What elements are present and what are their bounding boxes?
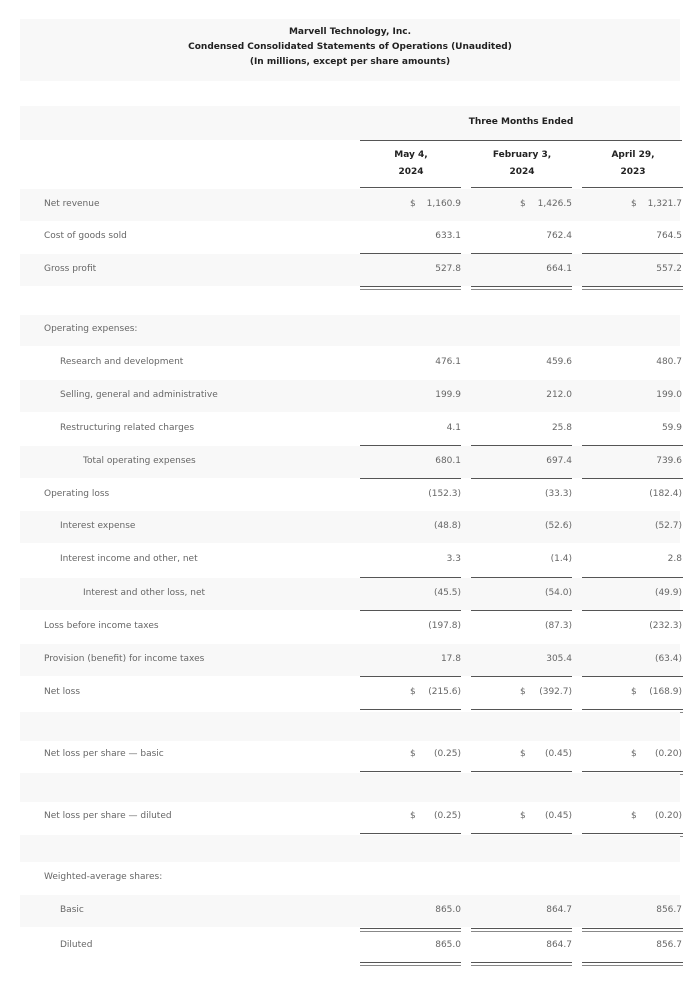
value-cell: 1,321.7	[647, 199, 682, 209]
value-cell: 856.7	[656, 905, 682, 915]
double-rule	[471, 962, 572, 966]
double-rule	[471, 928, 572, 932]
value-cell: (0.25)	[433, 749, 461, 759]
column-date: May 4,	[394, 150, 428, 160]
value-cell: 1,426.5	[537, 199, 572, 209]
value-cell: 864.7	[546, 940, 572, 950]
value-cell: (0.25)	[433, 811, 461, 821]
currency-symbol: $	[520, 687, 526, 697]
column-header	[471, 147, 573, 181]
row-label: Operating loss	[44, 489, 110, 499]
value-cell: 764.5	[656, 231, 682, 241]
row-label: Net loss per share — diluted	[44, 811, 172, 821]
value-cell: (232.3)	[649, 621, 682, 631]
table-row	[20, 801, 680, 833]
value-cell: 59.9	[661, 423, 682, 433]
value-cell: (0.45)	[544, 749, 572, 759]
column-year: 2023	[620, 167, 646, 177]
value-cell: (152.3)	[428, 489, 461, 499]
single-rule	[360, 676, 461, 677]
value-cell: (63.4)	[654, 654, 682, 664]
value-cell: 865.0	[435, 940, 461, 950]
column-header-rule	[582, 187, 683, 188]
single-rule	[471, 577, 572, 578]
currency-symbol: $	[520, 749, 526, 759]
value-cell: (0.45)	[544, 811, 572, 821]
row-label: Basic	[60, 905, 84, 915]
currency-symbol: $	[410, 749, 416, 759]
row-label: Diluted	[60, 940, 93, 950]
value-cell: (52.7)	[654, 521, 682, 531]
double-rule	[471, 286, 572, 290]
value-cell: (87.3)	[544, 621, 572, 631]
column-header-rule	[471, 187, 572, 188]
single-rule	[360, 577, 461, 578]
row-label: Selling, general and administrative	[60, 390, 218, 400]
double-rule	[582, 286, 683, 290]
value-cell: 305.4	[546, 654, 572, 664]
row-label: Net revenue	[44, 199, 100, 209]
row-label: Operating expenses:	[44, 324, 138, 334]
currency-symbol: $	[410, 811, 416, 821]
value-cell: 697.4	[546, 456, 572, 466]
column-year: 2024	[509, 167, 535, 177]
row-label: Interest income and other, net	[60, 554, 198, 564]
currency-symbol: $	[410, 687, 416, 697]
single-rule	[582, 445, 683, 446]
value-cell: 856.7	[656, 940, 682, 950]
single-rule	[582, 577, 683, 578]
table-row	[20, 611, 680, 643]
table-row	[20, 895, 680, 927]
single-rule	[360, 253, 461, 254]
period-header: Three Months Ended	[468, 117, 574, 127]
row-label: Research and development	[60, 357, 184, 367]
value-cell: 527.8	[435, 264, 461, 274]
row-label: Provision (benefit) for income taxes	[44, 654, 205, 664]
double-rule	[360, 962, 461, 966]
column-header-rule	[360, 187, 461, 188]
value-cell: (49.9)	[654, 588, 682, 598]
row-label: Interest expense	[60, 521, 136, 531]
column-date: April 29,	[611, 150, 655, 160]
single-rule	[471, 253, 572, 254]
single-rule	[471, 445, 572, 446]
table-row	[20, 511, 680, 543]
value-cell: (0.20)	[654, 749, 682, 759]
value-cell: (45.5)	[433, 588, 461, 598]
value-cell: (215.6)	[428, 687, 461, 697]
currency-symbol: $	[520, 199, 526, 209]
table-row	[20, 315, 680, 346]
table-row	[20, 221, 680, 253]
spacer-row	[20, 835, 680, 862]
column-year: 2024	[398, 167, 424, 177]
value-cell: 199.9	[435, 390, 461, 400]
company-name: Marvell Technology, Inc.	[288, 27, 412, 37]
double-rule	[582, 962, 683, 966]
table-row	[20, 413, 680, 445]
row-label: Cost of goods sold	[44, 231, 127, 241]
column-header	[360, 147, 462, 181]
value-cell: 476.1	[435, 357, 461, 367]
table-row	[20, 644, 680, 676]
period-header-rule	[360, 140, 682, 141]
currency-symbol: $	[520, 811, 526, 821]
value-cell: 664.1	[546, 264, 572, 274]
table-row	[20, 544, 680, 576]
value-cell: 25.8	[551, 423, 572, 433]
table-row	[20, 380, 680, 412]
value-cell: 1,160.9	[426, 199, 461, 209]
currency-symbol: $	[410, 199, 416, 209]
value-cell: 762.4	[546, 231, 572, 241]
table-row	[20, 254, 680, 286]
value-cell: 633.1	[435, 231, 461, 241]
value-cell: 480.7	[656, 357, 682, 367]
column-date: February 3,	[492, 150, 552, 160]
table-row	[20, 578, 680, 610]
currency-symbol: $	[631, 749, 637, 759]
value-cell: 4.1	[446, 423, 461, 433]
statement-subtitle: (In millions, except per share amounts)	[249, 57, 451, 67]
value-cell: 557.2	[656, 264, 682, 274]
value-cell: 3.3	[446, 554, 461, 564]
table-row	[20, 446, 680, 478]
table-row	[20, 479, 680, 511]
statement-title: Condensed Consolidated Statements of Operations (Unaudited)	[188, 42, 512, 52]
value-cell: (33.3)	[544, 489, 572, 499]
value-cell: 680.1	[435, 456, 461, 466]
row-label: Total operating expenses	[83, 456, 196, 466]
value-cell: (392.7)	[539, 687, 572, 697]
value-cell: (1.4)	[550, 554, 572, 564]
row-label: Restructuring related charges	[60, 423, 195, 433]
row-label: Weighted-average shares:	[44, 872, 163, 882]
row-label: Loss before income taxes	[44, 621, 159, 631]
currency-symbol: $	[631, 687, 637, 697]
value-cell: (48.8)	[433, 521, 461, 531]
table-row	[20, 347, 680, 379]
statement-header	[20, 19, 680, 81]
table-row	[20, 862, 680, 894]
double-rule	[360, 286, 461, 290]
single-rule	[582, 253, 683, 254]
value-cell: (54.0)	[544, 588, 572, 598]
value-cell: (182.4)	[649, 489, 682, 499]
row-label: Net loss	[44, 687, 81, 697]
value-cell: 739.6	[656, 456, 682, 466]
double-rule	[360, 928, 461, 932]
value-cell: (0.20)	[654, 811, 682, 821]
value-cell: 17.8	[440, 654, 461, 664]
spacer-row	[20, 773, 680, 802]
value-cell: (52.6)	[544, 521, 572, 531]
row-label: Gross profit	[44, 264, 97, 274]
row-label: Interest and other loss, net	[83, 588, 206, 598]
column-header	[582, 147, 684, 181]
value-cell: (168.9)	[649, 687, 682, 697]
value-cell: 212.0	[546, 390, 572, 400]
single-rule	[360, 445, 461, 446]
spacer-row	[20, 712, 680, 741]
value-cell: 865.0	[435, 905, 461, 915]
value-cell: 459.6	[546, 357, 572, 367]
table-row	[20, 677, 680, 709]
table-row	[20, 930, 680, 962]
single-rule	[582, 676, 683, 677]
value-cell: 199.0	[656, 390, 682, 400]
row-label: Net loss per share — basic	[44, 749, 164, 759]
table-row	[20, 739, 680, 771]
table-row	[20, 189, 680, 221]
currency-symbol: $	[631, 199, 637, 209]
value-cell: (197.8)	[428, 621, 461, 631]
currency-symbol: $	[631, 811, 637, 821]
double-rule	[582, 928, 683, 932]
single-rule	[471, 676, 572, 677]
value-cell: 2.8	[667, 554, 682, 564]
value-cell: 864.7	[546, 905, 572, 915]
